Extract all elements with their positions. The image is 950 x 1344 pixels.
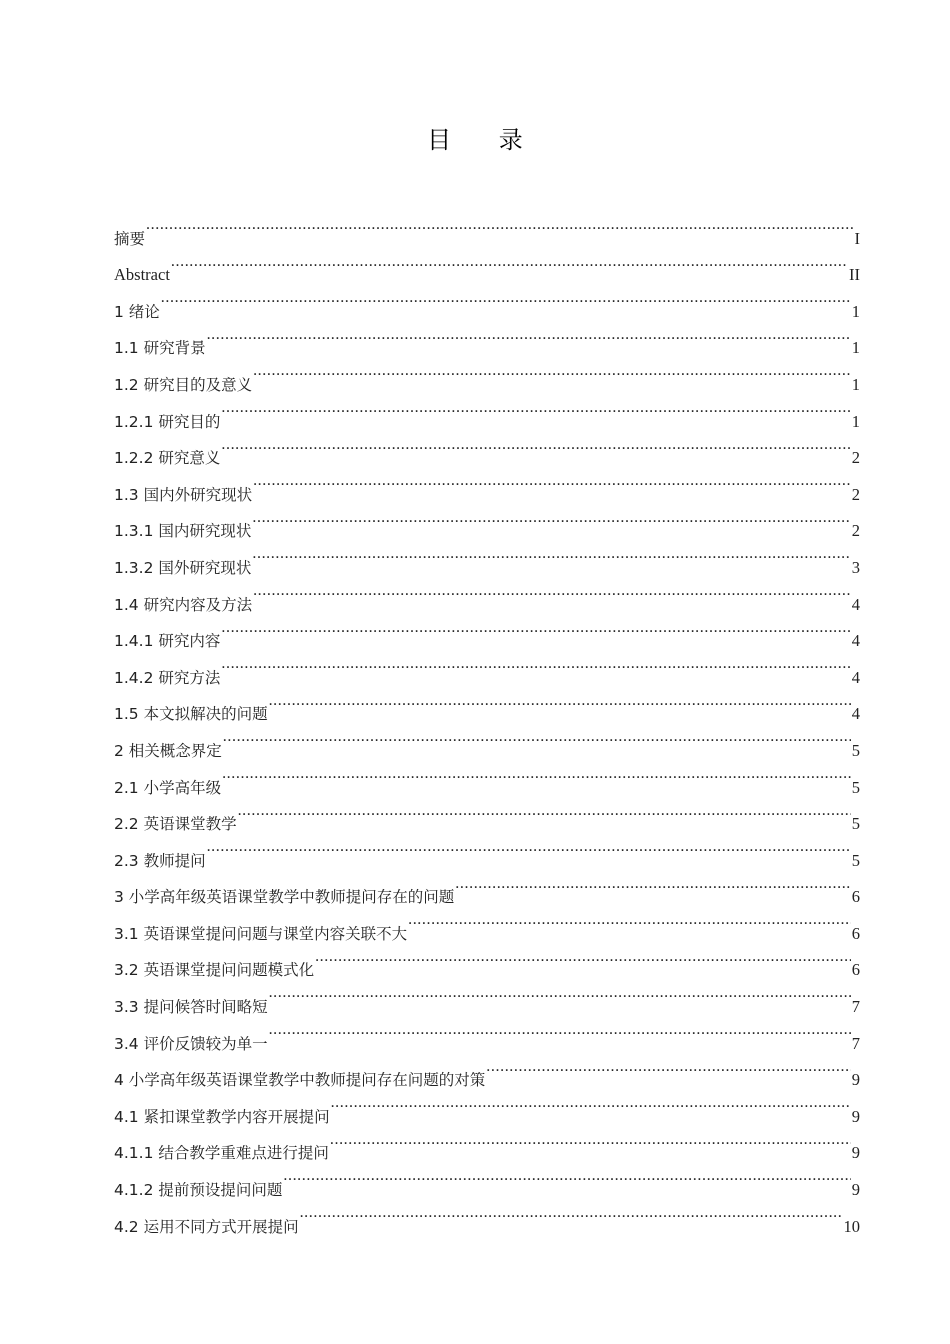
toc-entry-label: 3 小学高年级英语课堂教学中教师提问存在的问题: [114, 888, 455, 907]
toc-entry[interactable]: [114, 427, 860, 468]
toc-entry-page: 7: [851, 1033, 860, 1053]
toc-entry-label: 3.4 评价反馈较为单一: [114, 1034, 268, 1053]
dot-leader: [330, 1122, 851, 1159]
toc-entry-page: 10: [843, 1216, 860, 1236]
dot-leader: [253, 353, 851, 390]
toc-entry-label: 2.3 教师提问: [114, 851, 206, 870]
toc-entry-page: 9: [851, 1106, 860, 1126]
toc-entry-label: 3.1 英语课堂提问问题与课堂内容关联不大: [114, 924, 408, 943]
toc-entry-page: 4: [851, 594, 860, 614]
dot-leader: [223, 719, 851, 756]
toc-entry-label: 1.1 研究背景: [114, 339, 206, 358]
toc-entry-label: 1.2 研究目的及意义: [114, 375, 253, 394]
dot-leader: [146, 207, 853, 244]
dot-leader: [269, 683, 851, 720]
toc-entry-label: 1 绪论: [114, 302, 160, 321]
toc-entry-page: 1: [851, 374, 860, 394]
toc-entry[interactable]: [114, 353, 860, 394]
toc-entry-page: II: [849, 265, 860, 285]
toc-entry-page: 9: [851, 1180, 860, 1200]
toc-entry-label: 2 相关概念界定: [114, 741, 222, 760]
toc-entry-label: 1.2.2 研究意义: [114, 449, 221, 468]
toc-entry-page: 5: [851, 740, 860, 760]
toc-entry-page: I: [854, 228, 860, 248]
toc-entry-label: 4.1 紧扣课堂教学内容开展提问: [114, 1107, 330, 1126]
toc-entry-page: 5: [851, 777, 860, 797]
toc-entry-label: 2.2 英语课堂教学: [114, 815, 237, 834]
toc-entry[interactable]: [114, 390, 860, 431]
toc-entry-page: 6: [851, 887, 860, 907]
toc-entry[interactable]: [114, 866, 860, 907]
toc-entry-label: 1.4.1 研究内容: [114, 632, 221, 651]
dot-leader: [222, 756, 851, 793]
toc-entry-page: 5: [851, 850, 860, 870]
toc-entry-label: 1.3.2 国外研究现状: [114, 558, 252, 577]
toc-entry-page: 3: [851, 557, 860, 577]
toc-entry-page: 4: [851, 704, 860, 724]
toc-entry[interactable]: [114, 719, 860, 760]
toc-entry[interactable]: [114, 683, 860, 724]
toc-entry-label: 摘要: [114, 229, 146, 248]
dot-leader: [283, 1158, 850, 1195]
toc-title: 目 录: [427, 126, 543, 154]
toc-entry-page: 5: [851, 814, 860, 834]
toc-entry-page: 9: [851, 1070, 860, 1090]
dot-leader: [207, 829, 851, 866]
toc-entry-label: 1.5 本文拟解决的问题: [114, 705, 268, 724]
dot-leader: [207, 317, 851, 354]
toc-entry-label: Abstract: [114, 265, 170, 285]
dot-leader: [455, 866, 850, 903]
dot-leader: [300, 1195, 843, 1232]
dot-leader: [238, 793, 851, 830]
dot-leader: [221, 646, 850, 683]
dot-leader: [171, 244, 848, 281]
dot-leader: [408, 902, 851, 939]
toc-entry-label: 1.2.1 研究目的: [114, 412, 221, 431]
dot-leader: [253, 573, 851, 610]
toc-entry-label: 4.2 运用不同方式开展提问: [114, 1217, 299, 1236]
toc-entry[interactable]: [114, 829, 860, 870]
toc-entry[interactable]: [114, 244, 860, 285]
dot-leader: [269, 1012, 851, 1049]
dot-leader: [269, 975, 851, 1012]
toc-entry-page: 1: [851, 338, 860, 358]
toc-entry[interactable]: [114, 280, 860, 321]
toc-entry-page: 6: [851, 960, 860, 980]
toc-entry-label: 3.3 提问候答时间略短: [114, 998, 268, 1017]
toc-entry[interactable]: [114, 793, 860, 834]
dot-leader: [253, 463, 851, 500]
toc-entry-page: 2: [851, 484, 860, 504]
toc-entry[interactable]: [114, 463, 860, 504]
toc-entry[interactable]: [114, 207, 860, 248]
dot-leader: [486, 1049, 850, 1086]
toc-entry-page: 1: [851, 301, 860, 321]
toc-entry-page: 4: [851, 631, 860, 651]
toc-entry-label: 4 小学高年级英语课堂教学中教师提问存在问题的对策: [114, 1071, 486, 1090]
toc-entry-page: 7: [851, 997, 860, 1017]
dot-leader: [331, 1085, 851, 1122]
toc-entry-page: 1: [851, 411, 860, 431]
toc-entry-label: 2.1 小学高年级: [114, 778, 222, 797]
toc-entry-label: 1.3.1 国内研究现状: [114, 522, 252, 541]
dot-leader: [221, 427, 850, 464]
toc-entry-page: 2: [851, 448, 860, 468]
toc-entry-page: 6: [851, 923, 860, 943]
toc-entry[interactable]: [114, 756, 860, 797]
toc-entry-label: 4.1.2 提前预设提问问题: [114, 1181, 283, 1200]
table-of-contents: [114, 207, 860, 1236]
dot-leader: [315, 939, 851, 976]
toc-entry-label: 1.4 研究内容及方法: [114, 595, 253, 614]
dot-leader: [252, 536, 850, 573]
toc-entry-label: 1.3 国内外研究现状: [114, 485, 253, 504]
toc-entry-page: 2: [851, 521, 860, 541]
toc-entry-page: 9: [851, 1143, 860, 1163]
dot-leader: [221, 390, 850, 427]
toc-entry[interactable]: [114, 317, 860, 358]
dot-leader: [221, 610, 850, 647]
toc-entry[interactable]: [114, 646, 860, 687]
toc-entry-label: 3.2 英语课堂提问问题模式化: [114, 961, 315, 980]
toc-entry[interactable]: [114, 610, 860, 651]
toc-entry-label: 4.1.1 结合教学重难点进行提问: [114, 1144, 329, 1163]
toc-entry-label: 1.4.2 研究方法: [114, 668, 221, 687]
toc-entry-page: 4: [851, 667, 860, 687]
dot-leader: [252, 500, 850, 537]
dot-leader: [161, 280, 851, 317]
